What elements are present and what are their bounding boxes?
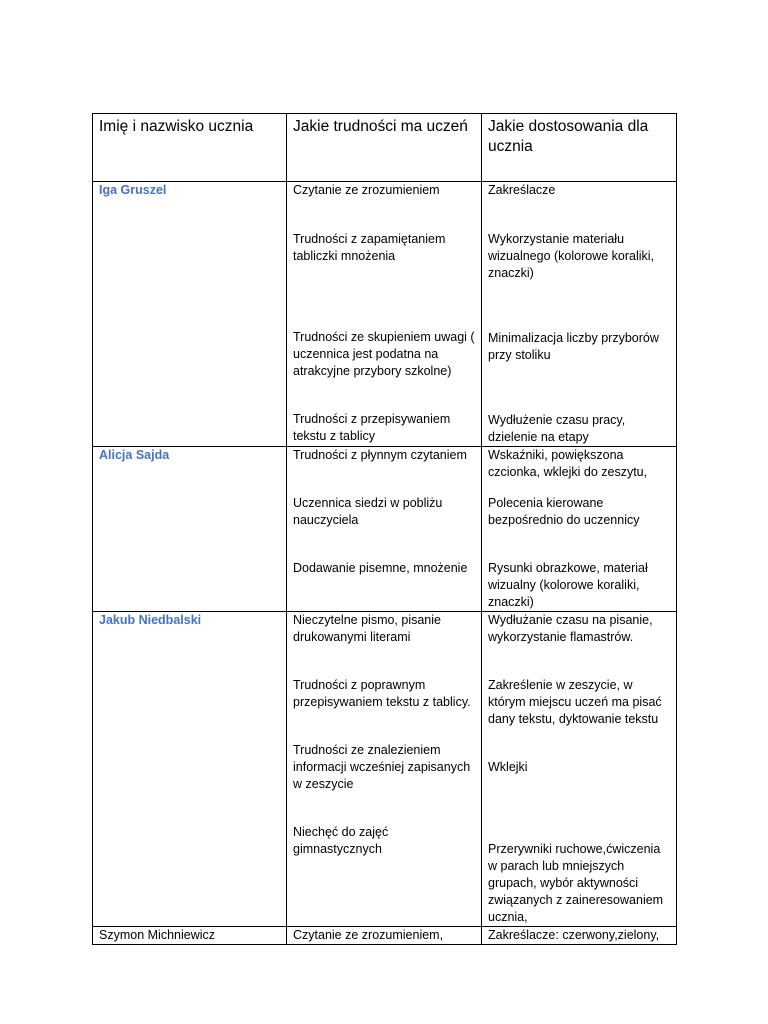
adaptations-cell	[482, 447, 677, 612]
adaptation-item: Wykorzystanie materiału wizualnego (kolorowe koraliki, znaczki)	[488, 232, 655, 280]
adaptation-item: Zakreślenie w zeszycie, w którym miejscu uczeń ma pisać dany tekstu, dyktowanie tekstu	[488, 678, 662, 726]
difficulty-item: Trudności z poprawnym przepisywaniem tekstu z tablicy.	[293, 678, 471, 709]
difficulty-item: Trudności ze znalezieniem informacji wcześniej zapisanych w zeszycie	[293, 743, 471, 791]
difficulty-item: Czytanie ze zrozumieniem,	[293, 928, 444, 942]
table-header-row	[93, 114, 677, 182]
student-name: Alicja Sajda	[99, 448, 170, 462]
difficulty-item: Dodawanie pisemne, mnożenie	[293, 561, 468, 575]
adaptation-item: Wydłużenie czasu pracy, dzielenie na etapy	[488, 413, 626, 444]
difficulty-item: Nieczytelne pismo, pisanie drukowanymi literami	[293, 613, 441, 644]
header-student-name: Imię i nazwisko ucznia	[93, 114, 287, 182]
difficulties-cell	[287, 612, 482, 927]
adaptation-item: Minimalizacja liczby przyborów przy stoliku	[488, 331, 659, 362]
difficulty-item: Trudności z przepisywaniem tekstu z tablicy	[293, 412, 451, 443]
header-difficulties: Jakie trudności ma uczeń	[287, 114, 482, 182]
difficulty-item: Trudności ze skupieniem uwagi ( uczennica jest podatna na atrakcyjne przybory szkolne)	[293, 330, 475, 378]
student-name-cell	[93, 927, 287, 945]
student-name: Jakub Niedbalski	[99, 613, 202, 627]
table-row	[93, 612, 677, 927]
adaptation-item: Przerywniki ruchowe,ćwiczenia w parach lub mniejszych grupach, wybór aktywności związanych z zaineresowaniem ucznia,	[488, 842, 664, 924]
difficulty-item: Czytanie ze zrozumieniem	[293, 183, 440, 197]
student-name-cell	[93, 612, 287, 927]
adaptation-item: Polecenia kierowane bezpośrednio do uczennicy	[488, 496, 640, 527]
difficulty-item: Trudności z zapamiętaniem tabliczki mnożenia	[293, 232, 446, 263]
difficulties-cell	[287, 927, 482, 945]
student-name-cell	[93, 447, 287, 612]
student-name: Iga Gruszel	[99, 183, 167, 197]
adaptation-item: Wydłużanie czasu na pisanie, wykorzystanie flamastrów.	[488, 613, 653, 644]
difficulty-item: Uczennica siedzi w pobliżu nauczyciela	[293, 496, 443, 527]
difficulties-cell	[287, 447, 482, 612]
adaptations-cell	[482, 927, 677, 945]
adaptation-item: Wskaźniki, powiększona czcionka, wklejki do zeszytu,	[488, 448, 648, 479]
student-name-cell	[93, 182, 287, 447]
table-row	[93, 927, 677, 945]
difficulties-cell	[287, 182, 482, 447]
adaptations-cell	[482, 612, 677, 927]
table-row	[93, 182, 677, 447]
adaptation-item: Rysunki obrazkowe, materiał wizualny (kolorowe koraliki, znaczki)	[488, 561, 648, 609]
adaptation-item: Wklejki	[488, 760, 528, 774]
header-adaptations: Jakie dostosowania dla ucznia	[482, 114, 677, 182]
adaptation-item: Zakreślacze: czerwony,zielony,	[488, 928, 660, 942]
difficulty-item: Niechęć do zajęć gimnastycznych	[293, 825, 389, 856]
adaptation-item: Zakreślacze	[488, 183, 556, 197]
table-row	[93, 447, 677, 612]
student-name: Szymon Michniewicz	[99, 928, 216, 942]
students-table	[92, 113, 677, 945]
difficulty-item: Trudności z płynnym czytaniem	[293, 448, 467, 462]
adaptations-cell	[482, 182, 677, 447]
